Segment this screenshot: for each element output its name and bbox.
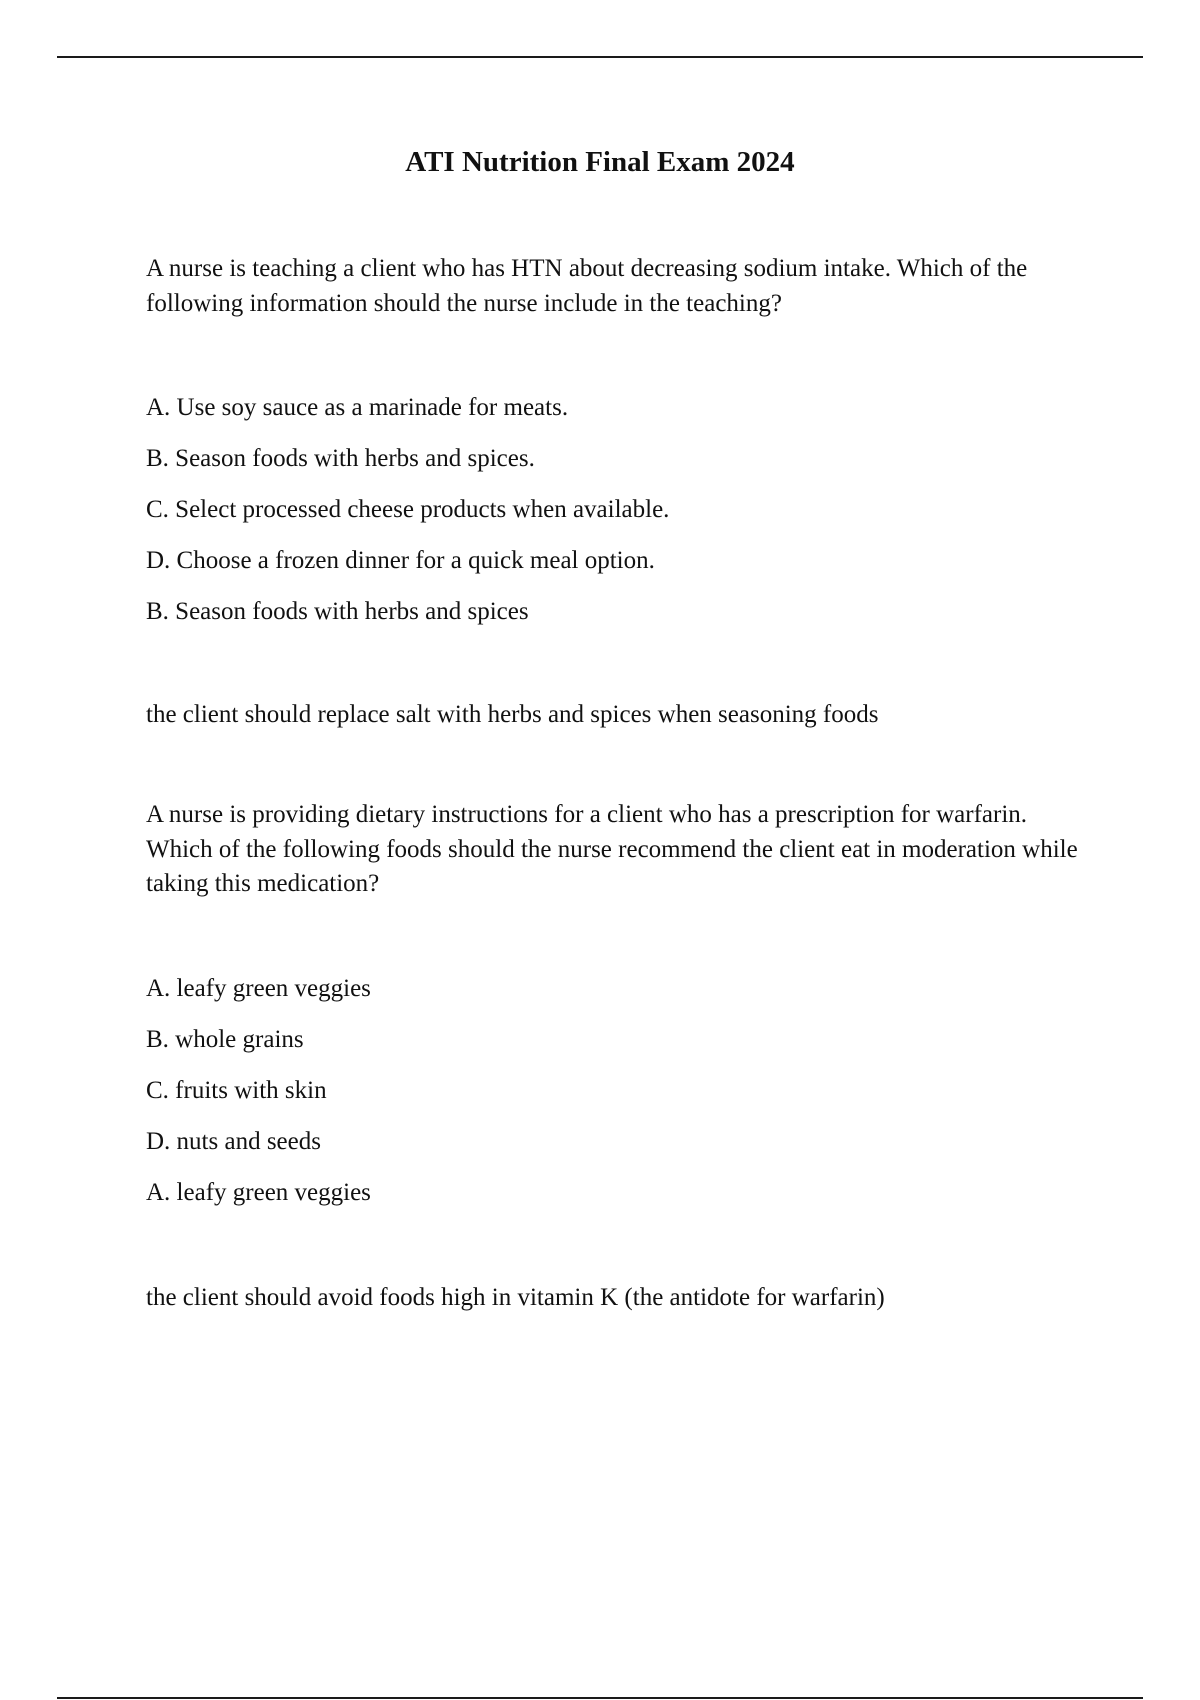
question-1-rationale: the client should replace salt with herbs and spices when seasoning foods xyxy=(146,701,879,728)
footer-rule xyxy=(57,1697,1143,1699)
question-2-option-d: D. nuts and seeds xyxy=(146,1128,321,1155)
question-2-option-a: A. leafy green veggies xyxy=(146,975,371,1002)
question-2-answer: A. leafy green veggies xyxy=(146,1179,371,1206)
question-1-answer: B. Season foods with herbs and spices xyxy=(146,598,529,625)
header-rule xyxy=(57,56,1143,58)
question-2-option-c: C. fruits with skin xyxy=(146,1077,327,1104)
question-2-rationale: the client should avoid foods high in vitamin K (the antidote for warfarin) xyxy=(146,1284,885,1311)
question-1-option-a: A. Use soy sauce as a marinade for meats. xyxy=(146,394,569,421)
question-1-option-c: C. Select processed cheese products when available. xyxy=(146,496,670,523)
page-title: ATI Nutrition Final Exam 2024 xyxy=(405,146,795,178)
question-1-option-d: D. Choose a frozen dinner for a quick meal option. xyxy=(146,547,655,574)
question-2-stem: A nurse is providing dietary instructions for a client who has a prescription for warfarin. Which of the following foods should the nurse recommend the client eat in moderation while taking this medication? xyxy=(146,801,1078,897)
question-1-stem: A nurse is teaching a client who has HTN about decreasing sodium intake. Which of the following information should the nurse include in the teaching? xyxy=(146,255,1028,317)
question-2-option-b: B. whole grains xyxy=(146,1026,304,1053)
question-1-option-b: B. Season foods with herbs and spices. xyxy=(146,445,535,472)
